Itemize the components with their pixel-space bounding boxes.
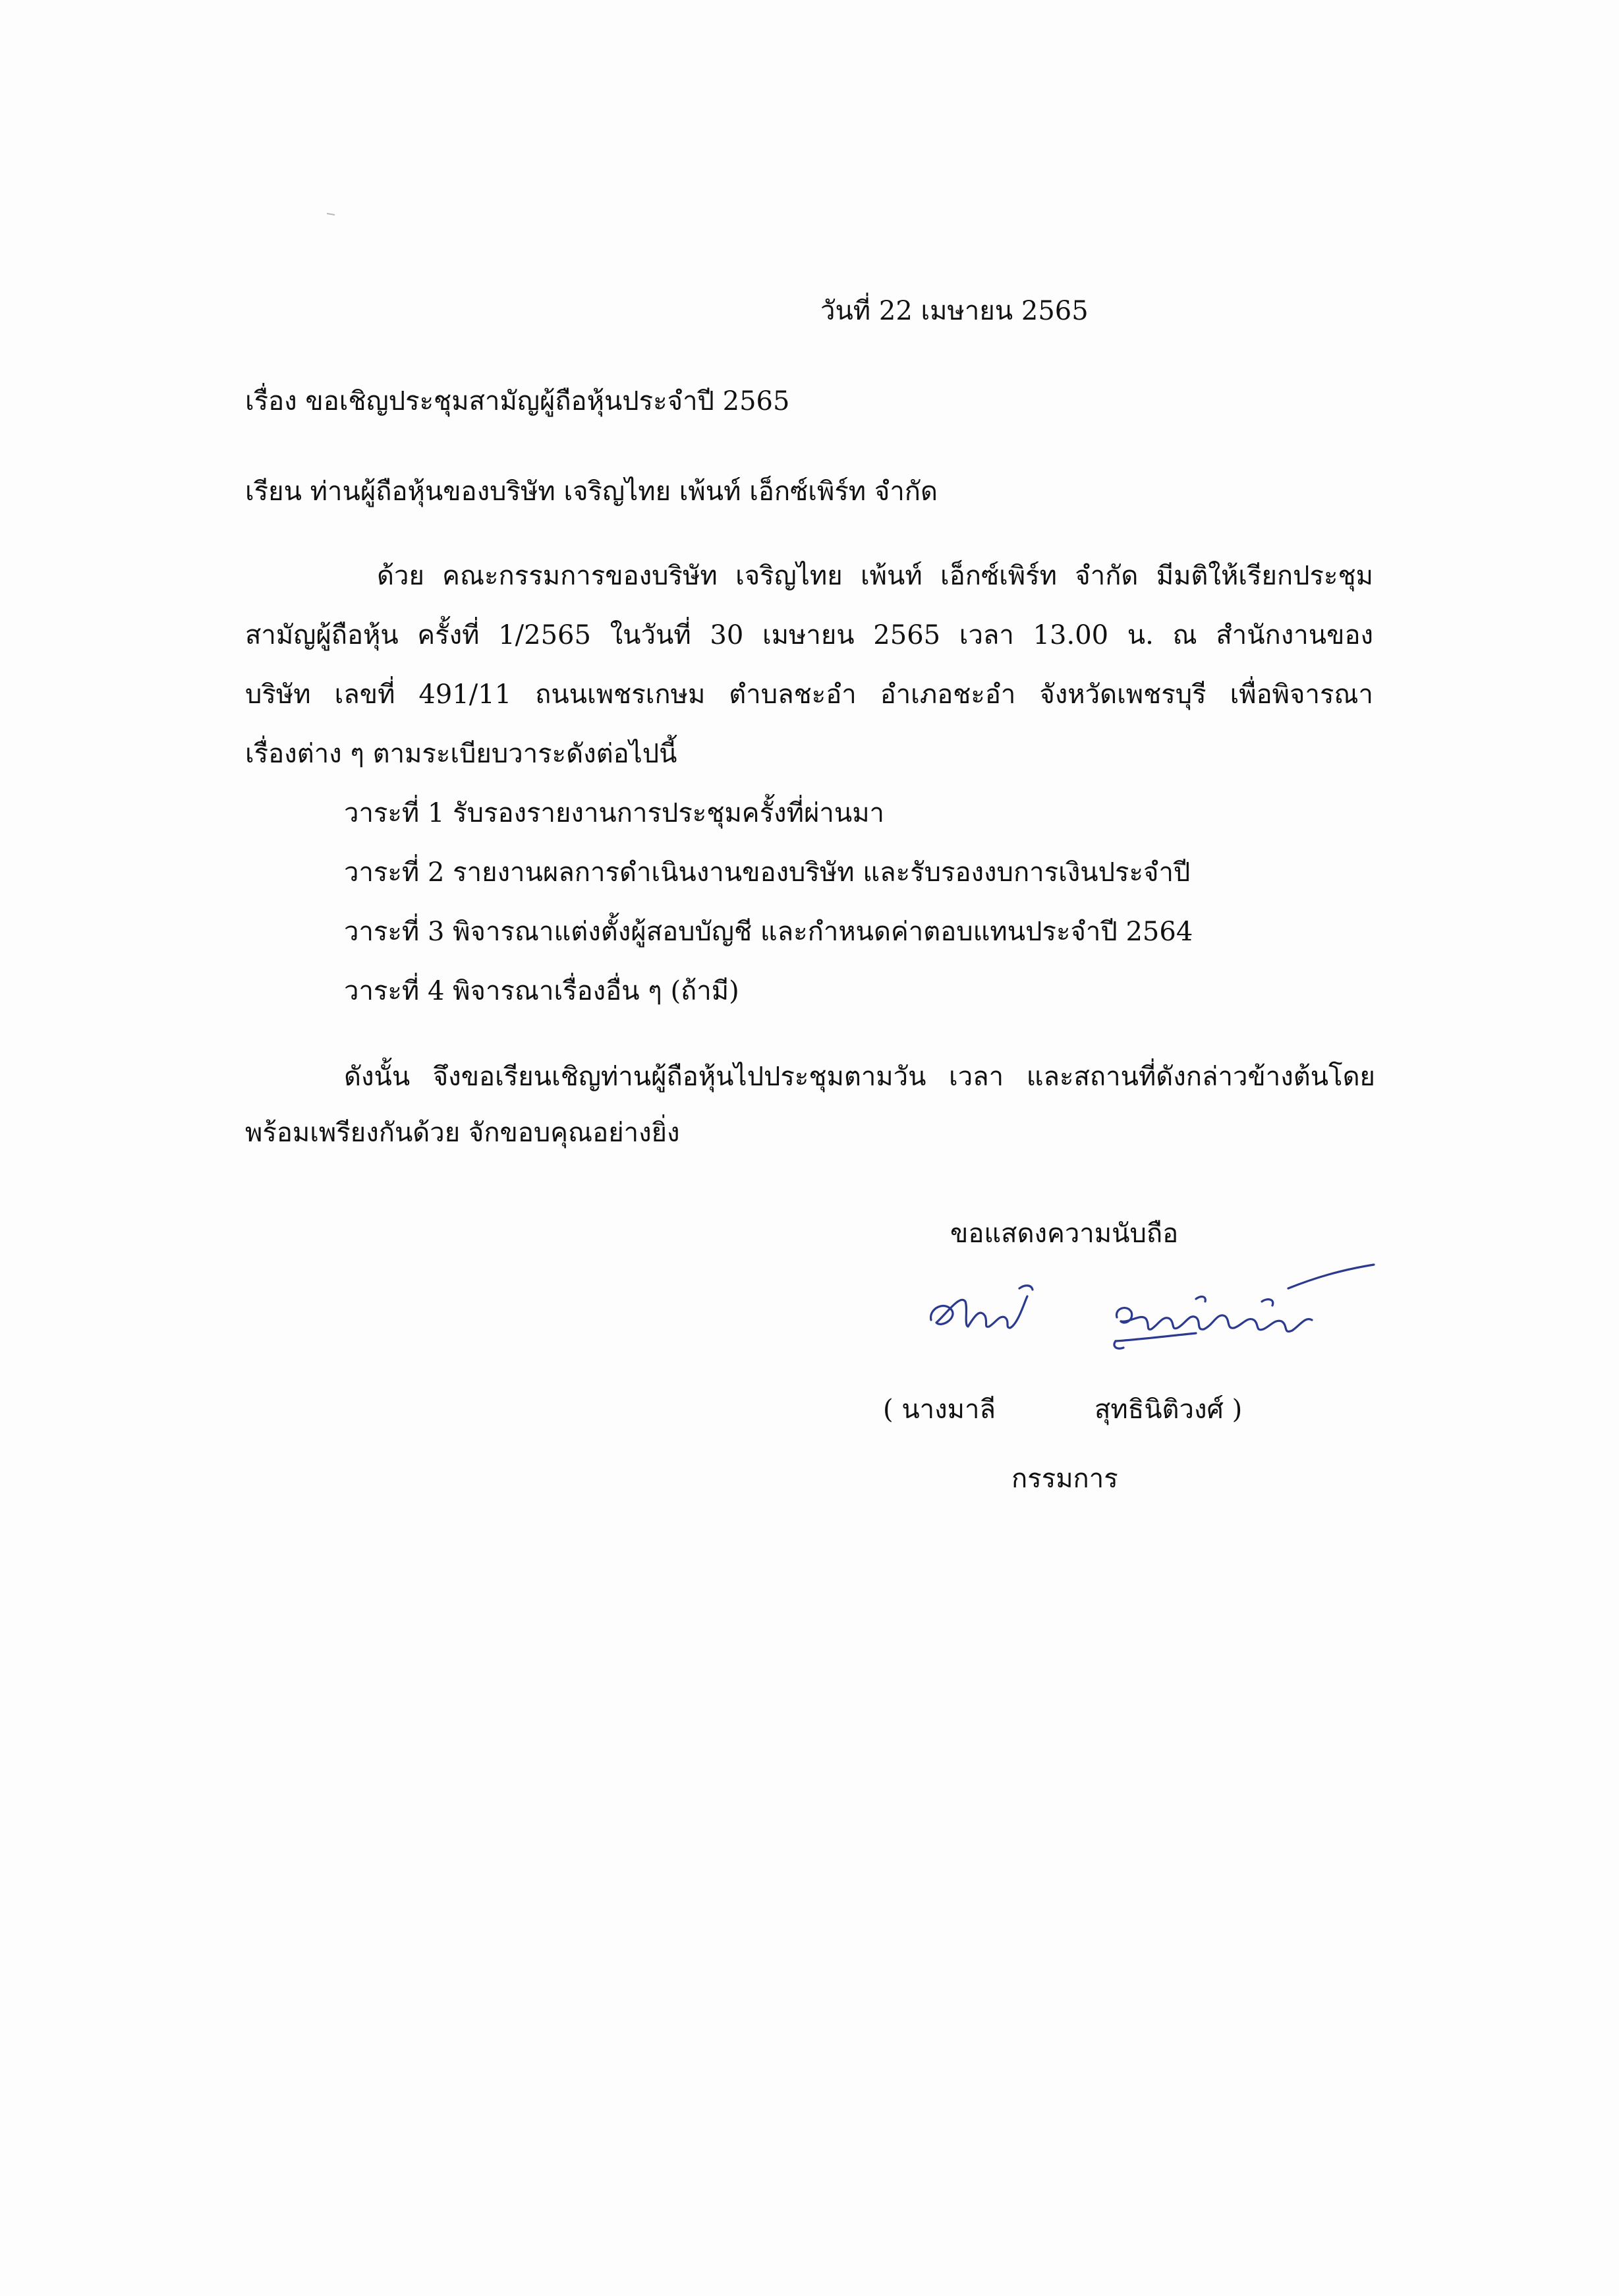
paragraph-line: บริษัท เลขที่ 491/11 ถนนเพชรเกษม ตำบลชะอำ อำเภอชะอำ จังหวัดเพชรบุรี เพื่อพิจารณา <box>245 679 1373 710</box>
paragraph-line: เรื่องต่าง ๆ ตามระเบียบวาระดังต่อไปนี้ <box>245 739 677 769</box>
signature-strokes <box>931 1265 1374 1348</box>
letter-date: วันที่ 22 เมษายน 2565 <box>820 296 1089 326</box>
signatory-name <box>883 1394 1242 1425</box>
agenda-item-2: วาระที่ 2 รายงานผลการดำเนินงานของบริษัท และรับรองงบการเงินประจำปี <box>344 857 1191 888</box>
agenda-list <box>344 797 1193 1035</box>
body-paragraph-1 <box>245 560 1373 797</box>
closing-phrase: ขอแสดงความนับถือ <box>950 1219 1179 1249</box>
signatory-last-name: สุทธินิติวงศ์ ) <box>1094 1394 1243 1425</box>
agenda-item-4: วาระที่ 4 พิจารณาเรื่องอื่น ๆ (ถ้ามี) <box>344 976 739 1006</box>
paragraph-line: ด้วย คณะกรรมการของบริษัท เจริญไทย เพ้นท์ เอ็กซ์เพิร์ท จำกัด มีมติให้เรียกประชุม <box>377 561 1373 591</box>
letter-salutation: เรียน ท่านผู้ถือหุ้นของบริษัท เจริญไทย เพ้นท์ เอ็กซ์เพิร์ท จำกัด <box>245 476 938 507</box>
agenda-item-3: วาระที่ 3 พิจารณาแต่งตั้งผู้สอบบัญชี และกำหนดค่าตอบแทนประจำปี 2564 <box>344 917 1193 947</box>
body-paragraph-2 <box>245 1061 1375 1173</box>
paper-speck <box>326 212 335 216</box>
signatory-position: กรรมการ <box>1011 1464 1118 1494</box>
letter-subject: เรื่อง ขอเชิญประชุมสามัญผู้ถือหุ้นประจำปี 2565 <box>245 386 790 416</box>
agenda-item-1: วาระที่ 1 รับรองรายงานการประชุมครั้งที่ผ่านมา <box>344 798 885 828</box>
paragraph-line: ดังนั้น จึงขอเรียนเชิญท่านผู้ถือหุ้นไปประชุมตามวัน เวลา และสถานที่ดังกล่าวข้างต้นโดย <box>344 1062 1375 1092</box>
paragraph-line: สามัญผู้ถือหุ้น ครั้งที่ 1/2565 ในวันที่ 30 เมษายน 2565 เวลา 13.00 น. ณ สำนักงานของ <box>245 620 1373 650</box>
signatory-first-name: ( นางมาลี <box>883 1394 996 1425</box>
handwritten-signature <box>919 1262 1380 1367</box>
paragraph-line: พร้อมเพรียงกันด้วย จักขอบคุณอย่างยิ่ง <box>245 1118 680 1148</box>
